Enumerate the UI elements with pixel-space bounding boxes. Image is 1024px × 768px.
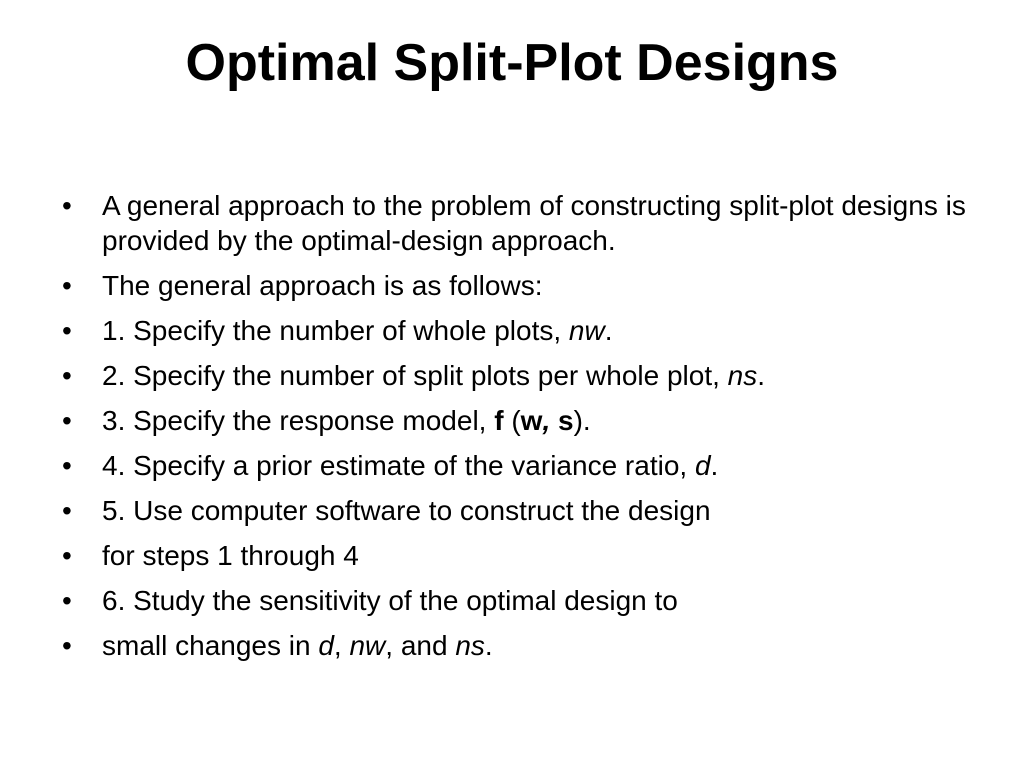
bullet-text: . [757, 360, 766, 391]
bullet-text: 2. Specify the number of split plots per whole plot, [102, 360, 728, 391]
bullet-text: ( [503, 405, 521, 436]
bullet-text: . [484, 630, 493, 661]
bullet-dot: • [62, 450, 72, 481]
bullet-dot: • [62, 315, 72, 346]
variable-nw: nw [349, 630, 386, 661]
bullet-dot: • [62, 405, 72, 436]
bullet-text: 5. Use computer software to construct the design [102, 495, 711, 526]
bullet-dot: • [62, 630, 72, 661]
bullet-item [62, 493, 972, 528]
bullet-dot: • [62, 540, 72, 571]
bullet-text: ). [573, 405, 591, 436]
variable-s: s [558, 405, 574, 436]
bullet-dot: • [62, 495, 72, 526]
bullet-item [62, 313, 972, 348]
bullet-text: 4. Specify a prior estimate of the variance ratio, [102, 450, 695, 481]
bullet-text: , [333, 630, 350, 661]
bullet-text: . [604, 315, 613, 346]
bullet-dot: • [62, 585, 72, 616]
variable-w: w [520, 405, 543, 436]
bullet-text: 3. Specify the response model, [102, 405, 495, 436]
bullet-item [62, 268, 972, 303]
variable-d: d [694, 450, 711, 481]
bullet-item [62, 403, 972, 438]
bullet-item [62, 358, 972, 393]
bullet-item [62, 583, 972, 618]
variable-ns: ns [455, 630, 485, 661]
bullet-item [62, 188, 972, 258]
bullet-text: , and [385, 630, 456, 661]
bullet-text: small changes in [102, 630, 319, 661]
variable-d: d [318, 630, 334, 661]
bullet-text: . [710, 450, 719, 481]
bullet-text: for steps 1 through 4 [102, 540, 359, 571]
bullet-text: The general approach is as follows: [102, 270, 543, 301]
variable-ns: ns [727, 360, 758, 391]
function-f: f [494, 405, 504, 436]
bullet-dot: • [62, 270, 72, 301]
bullet-text: A general approach to the problem of constructing split-plot designs is provided by the optimal-design approach. [102, 190, 966, 256]
bullet-item [62, 538, 972, 573]
bullet-item [62, 448, 972, 483]
slide-title: Optimal Split-Plot Designs [185, 34, 839, 92]
bullet-list [62, 188, 972, 673]
bullet-dot: • [62, 190, 72, 221]
bullet-item [62, 628, 972, 663]
bullet-text: 6. Study the sensitivity of the optimal design to [102, 585, 678, 616]
bullet-text: 1. Specify the number of whole plots, [102, 315, 569, 346]
variable-nw: nw [568, 315, 605, 346]
bullet-dot: • [62, 360, 72, 391]
comma: , [542, 405, 558, 436]
